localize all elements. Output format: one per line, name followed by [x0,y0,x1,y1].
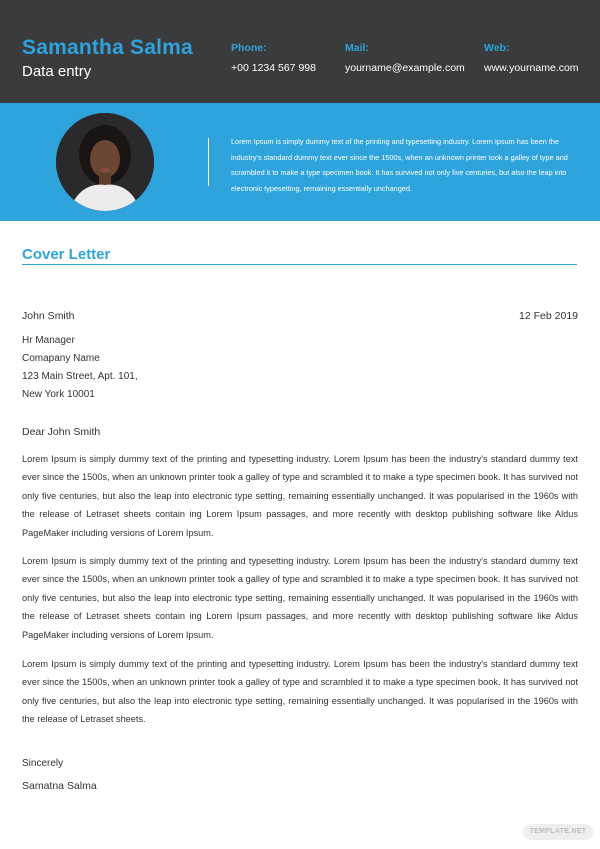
web-label: Web: [484,42,510,54]
recipient-line: Comapany Name [22,353,100,364]
web-block [484,42,579,74]
intro-text: Lorem Ipsum is simply dummy text of the printing and typesetting industry. Lorem Ipsum has been the industry's standard dummy text ever since the 1500s, when an unknown printer took a galley of type and scrambled it to make a type specimen book. It has survived not only five centuries, but also the leap into electronic typesetting, remaining essentially unchanged. [231,137,568,193]
signature: Samatna Salma [22,780,97,792]
mail-value: yourname@example.com [345,62,465,74]
template-watermark: TEMPLATE.NET [523,824,593,840]
recipient-line: Hr Manager [22,335,75,346]
candidate-name: Samantha Salma [22,36,193,59]
phone-label: Phone: [231,42,267,54]
portrait-illustration [56,113,154,211]
greeting: Dear John Smith [22,426,101,438]
recipient-line: 123 Main Street, Apt. 101, [22,371,138,382]
section-title: Cover Letter [22,246,111,263]
mail-block [345,42,465,74]
candidate-role: Data entry [22,63,92,80]
letter-paragraph: Lorem Ipsum is simply dummy text of the printing and typesetting industry. Lorem Ipsum has been the industry's standard dummy text ever since the 1500s, when an unknown printer took a galley of type and scrambled it to make a type specimen book. It has survived not only five centuries, but also the leap into electronic type setting, remaining essentially unchanged. It was popularised in the 1960s with the release of Letraset sheets. [22,659,578,725]
profile-photo [56,113,154,211]
web-value: www.yourname.com [484,62,579,74]
intro-divider [208,138,209,186]
closing: Sincerely [22,758,64,769]
letter-paragraph: Lorem Ipsum is simply dummy text of the printing and typesetting industry. Lorem Ipsum has been the industry's standard dummy text ever since the 1500s, when an unknown printer took a galley of type and scrambled it to make a type specimen book. It has survived not only five centuries, but also the leap into electronic type setting, remaining essentially unchanged. It was popularised in the 1960s with the release of Letraset sheets contain ing Lorem Ipsum passages, and more recently with desktop publishing software like Aldus PageMaker including versions of Lorem Ipsum. [22,556,578,640]
section-divider [22,264,577,265]
letter-paragraph: Lorem Ipsum is simply dummy text of the printing and typesetting industry. Lorem Ipsum has been the industry's standard dummy text ever since the 1500s, when an unknown printer took a galley of type and scrambled it to make a type specimen book. It has survived not only five centuries, but also the leap into electronic type setting, remaining essentially unchanged. It was popularised in the 1960s with the release of Letraset sheets contain ing Lorem Ipsum passages, and more recently with desktop publishing software like Aldus PageMaker including versions of Lorem Ipsum. [22,454,578,538]
sender-name: John Smith [22,310,75,322]
phone-value: +00 1234 567 998 [231,62,316,74]
recipient-line: New York 10001 [22,389,95,400]
header-bar [0,0,600,103]
phone-block [231,42,316,74]
letter-date: 12 Feb 2019 [519,310,578,322]
mail-label: Mail: [345,42,369,54]
